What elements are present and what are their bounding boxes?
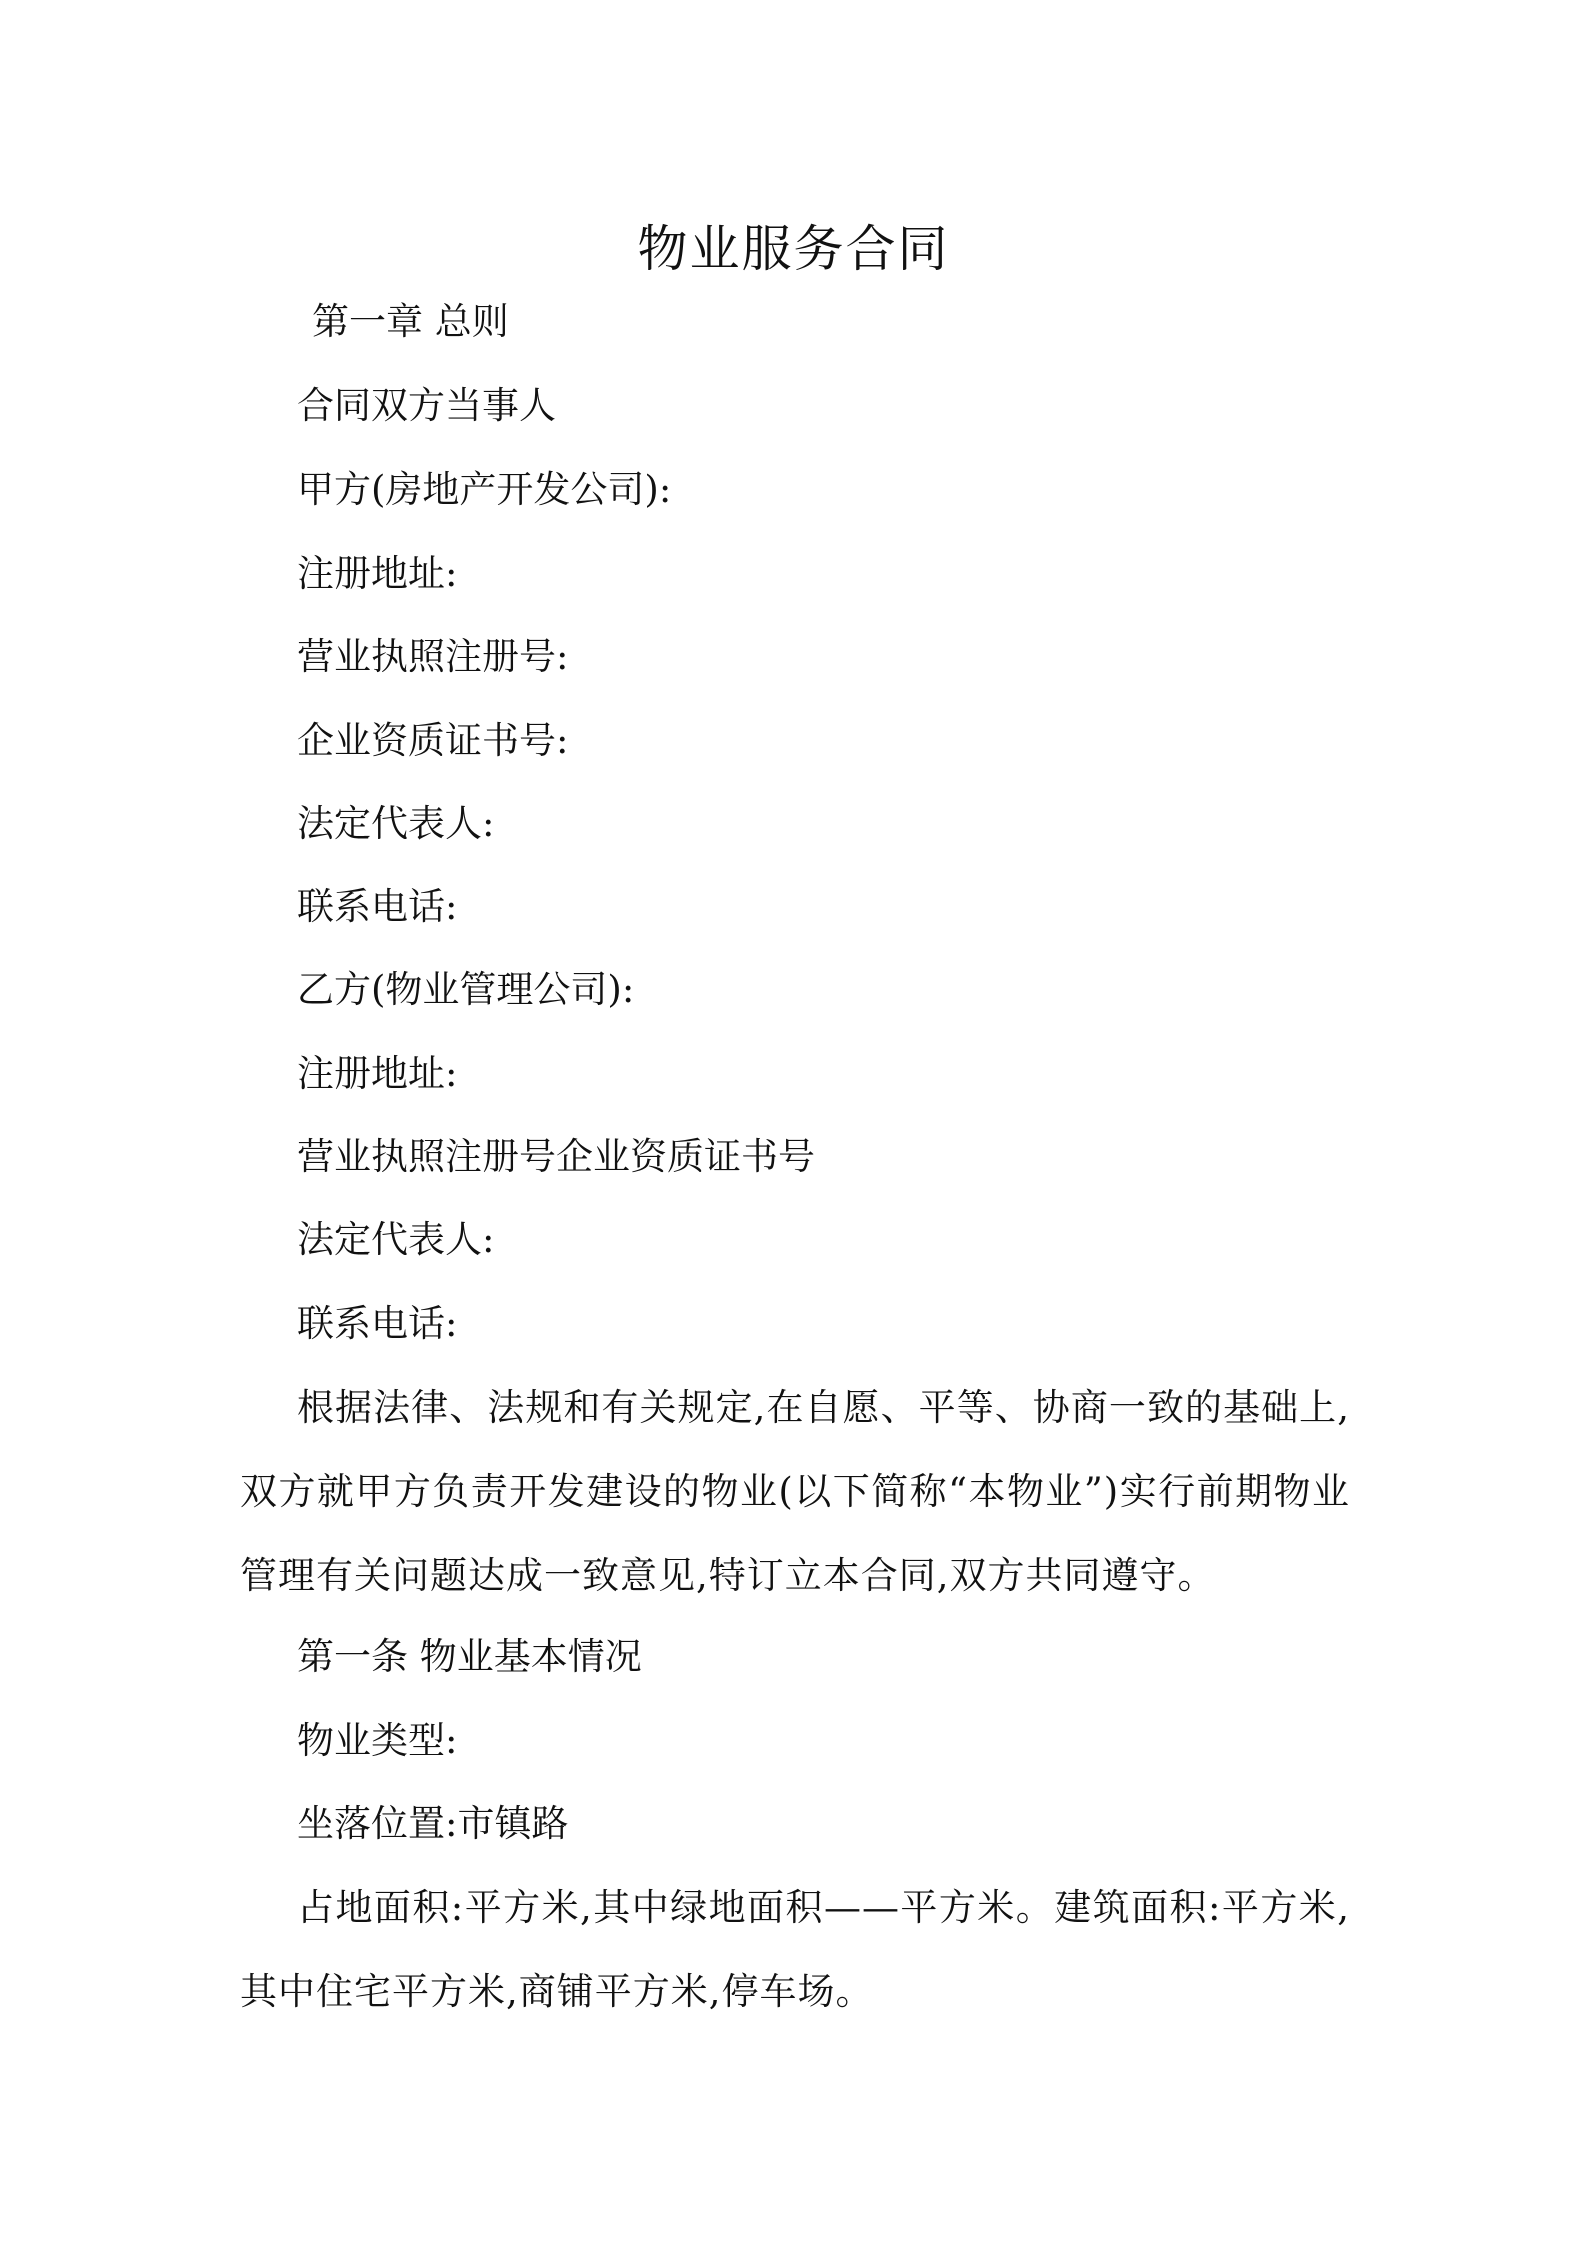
property-type: 物业类型: — [297, 1719, 458, 1762]
party-a-label: 甲方(房地产开发公司): — [297, 468, 672, 511]
party-a-qualification-no: 企业资质证书号: — [297, 719, 569, 762]
article-1-heading: 第一条 物业基本情况 — [297, 1635, 642, 1678]
party-b-address: 注册地址: — [297, 1052, 458, 1095]
party-b-phone: 联系电话: — [297, 1302, 458, 1345]
party-a-address: 注册地址: — [297, 552, 458, 595]
property-area-paragraph: 占地面积:平方米,其中绿地面积——平方米。建筑面积:平方米,其中住宅平方米,商铺平方米,停车场。 — [240, 1886, 1350, 2013]
document-title: 物业服务合同 — [637, 220, 950, 278]
party-a-license-no: 营业执照注册号: — [297, 635, 569, 678]
chapter-heading: 第一章 总则 — [312, 300, 509, 343]
preamble-paragraph: 根据法律、法规和有关规定,在自愿、平等、协商一致的基础上,双方就甲方负责开发建设的物业(以下简称“本物业”)实行前期物业管理有关问题达成一致意见,特订立本合同,双方共同遵守。 — [240, 1386, 1350, 1597]
parties-heading: 合同双方当事人 — [297, 384, 556, 427]
party-a-legal-rep: 法定代表人: — [297, 802, 495, 845]
party-b-license-qualification: 营业执照注册号企业资质证书号 — [297, 1135, 815, 1178]
party-b-label: 乙方(物业管理公司): — [297, 968, 635, 1011]
party-b-legal-rep: 法定代表人: — [297, 1218, 495, 1261]
party-a-phone: 联系电话: — [297, 885, 458, 928]
property-location: 坐落位置:市镇路 — [297, 1802, 569, 1845]
